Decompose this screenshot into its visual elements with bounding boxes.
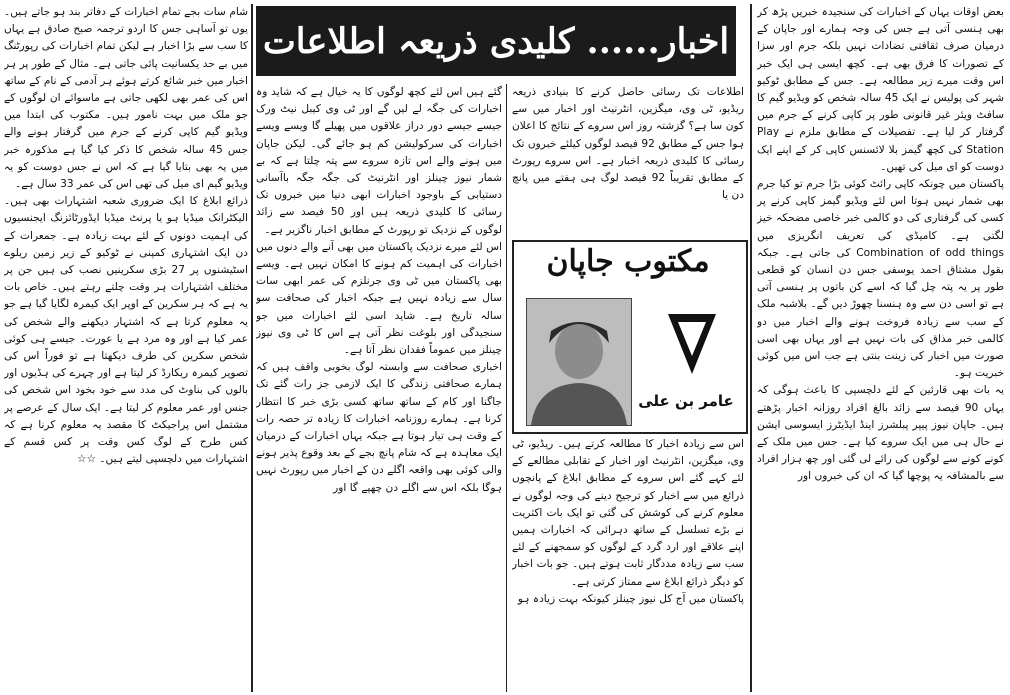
headline: اخبار...... کلیدی ذریعہ اطلاعات	[256, 6, 736, 76]
column-3	[256, 84, 502, 692]
column-divider	[750, 4, 752, 692]
paragraph: اس لئے میرے نزدیک پاکستان میں بھی آنے والے دنوں میں اخبارات کی اہمیت کم ہونے کا امکان نہیں ہے۔ ویسے بھی پاکستان میں ٹی وی جرنلزم کی عمر ابھی سات سال سے زیادہ نہیں ہے جبکہ اخبار کی صحافت سو سالہ تاریخ ہے۔ شاید اسی لئے اخبارات میں جو سنجیدگی اور بلوغت نظر آتی ہے اس کا ٹی وی نیوز چینلز میں عموماً فقدان نظر آتا ہے۔	[256, 240, 502, 357]
paragraph: بعض اوقات یہاں کے اخبارات کی سنجیدہ خبریں پڑھ کر بھی ہنسی آتی ہے جس کی وجہ ہمارے اور جاپان کے درمیان صرف ثقافتی تضادات نہیں بلکہ جرم اور سزا کے تصورات کا فرق بھی ہے۔ کچھ ایسی ہی ایک خبر اس وقت میرے زیر مطالعہ ہے۔ جس کے مطابق ٹوکیو شہر کی پولیس نے ایک 45 سالہ شخص کو ویڈیو گیم کا سافٹ ویئر غیر قانونی طور پر کاپی کرنے کے جرم میں گرفتار کر لیا ہے۔ تفصیلات کے مطابق ملزم نے Play Station کی کچھ گیمز بلا لائسنس کاپی کر کے اپنے ایک دوست کو ای میل کی تھیں۔	[757, 6, 1004, 173]
paragraph: اس سے زیادہ اخبار کا مطالعہ کرتے ہیں۔ ریڈیو، ٹی وی، میگزین، انٹرنیٹ اور اخبار کے تقابلی مطالعے کے لئے کہے گئے اس سروے کے مطابق ابلاغ کے پانچوں ذرائع میں سے اخبار کو ترجیح دینے کی وجہ لوگوں نے معلوم کرنے کی کوشش کی گئی تو ایک بات اکثریت نے بڑے تسلسل کے ساتھ دہرائی کہ اخبارات ہمیں اپنے علاقے اور ارد گرد کے لوگوں کو سمجھنے کے لئے سب سے زیادہ مددگار ثابت ہوتے ہیں۔ جو بات اخبار کو دیگر ذرائع ابلاغ سے ممتاز کرتی ہے۔	[512, 438, 744, 588]
author-name: عامر بن علی	[638, 392, 734, 410]
paragraph: شام سات بجے تمام اخبارات کے دفاتر بند ہو جاتے ہیں۔ یوں تو آساہی جس کا اردو ترجمہ صبح صادق ہے یہاں کا سب سے بڑا اخبار ہے لیکن تمام اخبارات کی رپورٹنگ میں بے حد یکسانیت پائی جاتی ہے۔ مثال کے طور پر ہر اخبار میں خبر شائع کرتے ہوئے ہر آدمی کے نام کے ساتھ اس کی عمر بھی لکھی جاتی ہے ماسوائے ان لوگوں کے جو ملک میں بہت نامور ہیں۔ مکتوب کی ابتدا میں ویڈیو گیم کاپی کرنے کے جرم میں گرفتار ہونے والے جس 45 سالہ شخص کا ذکر کیا گیا ہے مذکورہ خبر میں یہ بھی بتایا گیا ہے کہ اس نے جس دوست کو یہ ویڈیو گیم ای میل کی تھی اس کی عمر 33 سال ہے۔	[4, 6, 248, 191]
column-1	[757, 4, 1004, 692]
column-logo-box	[512, 240, 748, 434]
paragraph: پاکستان میں آج کل نیوز چینلز کیونکہ بہت زیادہ ہو	[517, 592, 744, 605]
paragraph: ذرائع ابلاغ کا ایک ضروری شعبہ اشتہارات بھی ہیں۔ الیکٹرانک میڈیا ہو یا پرنٹ میڈیا ایڈورٹائزنگ ایجنسیوں کی اہمیت دونوں کے لئے بہت زیادہ ہے۔ جمعرات کے دن ایک اشتہاری کمپنی نے ٹوکیو کے زیر زمین ریلوے اسٹیشنوں پر 27 بڑی سکرینیں نصب کی ہیں جن پر مختلف اشتہارات ہر وقت چلتے رہتے ہیں۔ خاص بات یہ ہے کہ ہر سکرین کے اوپر ایک کیمرہ لگایا گیا ہے جو یہ معلوم کرتا ہے کہ اشتہار دیکھنے والے شخص کی عمر کیا ہے اور وہ مرد ہے یا عورت۔ جیسے ہی کوئی شخص سکرین کی طرف دیکھتا ہے تو فوراً اس کی تصویر کیمرہ ریکارڈ کر لیتا ہے اور چہرے کی ہڈیوں اور بالوں کی بناوٹ کی مدد سے خود بخود اس شخص کی جنس اور عمر معلوم کر لیتا ہے۔ ایک سال کے عرصے پر مشتمل اس پراجیکٹ کا مقصد یہ معلوم کرنا ہے کہ کس طرح کے لوگ کس وقت پر کس قسم کے اشتہارات میں دلچسپی لیتے ہیں۔ ☆☆	[4, 195, 248, 466]
paragraph: اخباری صحافت سے وابستہ لوگ بخوبی واقف ہیں کہ ہمارے صحافتی زندگی کا ایک لازمی جز رات گئے تک جاگنا اور کام کے ساتھ ساتھ کسی بڑی خبر کا انتظار کرنا ہے۔ ہمارے روزنامہ اخبارات کا زیادہ تر حصہ رات کے وقت ہی تیار ہوتا ہے جبکہ یہاں اخبارات کے درمیان ایک معاہدہ ہے کہ شام پانچ بجے کے بعد وقوع پذیر ہونے والی کوئی بھی واقعہ اگلے دن کے اخبار میں رپورٹ نہیں ہوگا بلکہ اس سے اگلے دن چھپے گا اور	[256, 361, 502, 494]
pen-nib-logo-icon	[664, 308, 720, 378]
column-divider	[251, 4, 253, 692]
column-2-bottom	[512, 436, 744, 692]
column-title: مکتوب جاپان	[546, 244, 710, 279]
author-photo	[526, 298, 632, 426]
column-2-top	[512, 84, 744, 234]
paragraph: اطلاعات تک رسائی حاصل کرنے کا بنیادی ذریعہ ریڈیو، ٹی وی، میگزین، انٹرنیٹ اور اخبار میں سے کون سا ہے؟ گزشتہ روز اس سروے کے نتائج کا اعلان ہوا جس کے مطابق 92 فیصد لوگوں کیلئے خبروں تک رسائی کا کلیدی ذریعہ اخبار ہے۔ اس سروے رپورٹ کے مطابق تقریباً 92 فیصد لوگ ہی ہفتے میں پانچ دن یا	[512, 86, 744, 202]
paragraph: پاکستان میں چونکہ کاپی رائٹ کوئی بڑا جرم تو کیا جرم بھی شمار نہیں ہوتا اس لئے ویڈیو گیمز کاپی کرنے پر کسی کی گرفتاری کی دو کالمی خبر خاصی مضحکہ خیز لگتی ہے۔ کامیڈی کی تعریف انگریزی میں Combination of odd things کی جاتی ہے۔ جبکہ بقول مشتاق احمد یوسفی جس دن انسان کو قطعی طور پر یہ پتہ چل گیا کہ اسے کن باتوں پر ہنسی آتی ہے تو اسی دن سے وہ ہنسنا چھوڑ دیں گے۔ بلاشبہ ملک کے سب سے زیادہ فروخت ہونے والے اخبار میں دو کالمی خبر مذاق کی بات نہیں ہے اور یہاں بھی اسی صورت میں اخبار کی زینت بنتی ہے جب اس میں کوئی خبریت ہو۔	[757, 178, 1004, 380]
column-divider	[506, 84, 507, 692]
paragraph: یہ بات بھی قارئین کے لئے دلچسپی کا باعث ہوگی کہ یہاں 90 فیصد سے زائد بالغ افراد روزانہ اخبار پڑھتے ہیں۔ جاپان نیوز پیپر پبلشرز اینڈ ایڈیٹرز ایسوسی ایشن نے حال ہی میں ایک سروے کیا ہے۔ جس میں ملک کے کونے کونے سے لوگوں کی رائے لی گئی اور چھ ہزار افراد سے بالمشافہ یہ پوچھا گیا کہ ان کی خبروں اور	[757, 384, 1004, 483]
paragraph: گئے ہیں اس لئے کچھ لوگوں کا یہ خیال ہے کہ شاید وہ اخبارات کی جگہ لے لیں گے اور ٹی وی کیبل نیٹ ورک جیسے جیسے دور دراز علاقوں میں پھیلے گا ویسے ویسے اخبارات کی سرکولیشن کم ہو جائے گی۔ لیکن جاپان میں ہونے والے اس تازہ سروے سے پتہ چلتا ہے کہ بے شمار نیوز چینلز اور انٹرنیٹ کی جگہ جگہ باآسانی دستیابی کے باوجود اخبارات ابھی دنیا میں خبروں تک رسائی کا کلیدی ذریعہ ہیں اور 50 فیصد سے زائد لوگوں کے نزدیک تو رپورٹ کے مطابق اخبار ناگزیر ہے۔	[256, 86, 502, 236]
column-4	[4, 4, 248, 692]
